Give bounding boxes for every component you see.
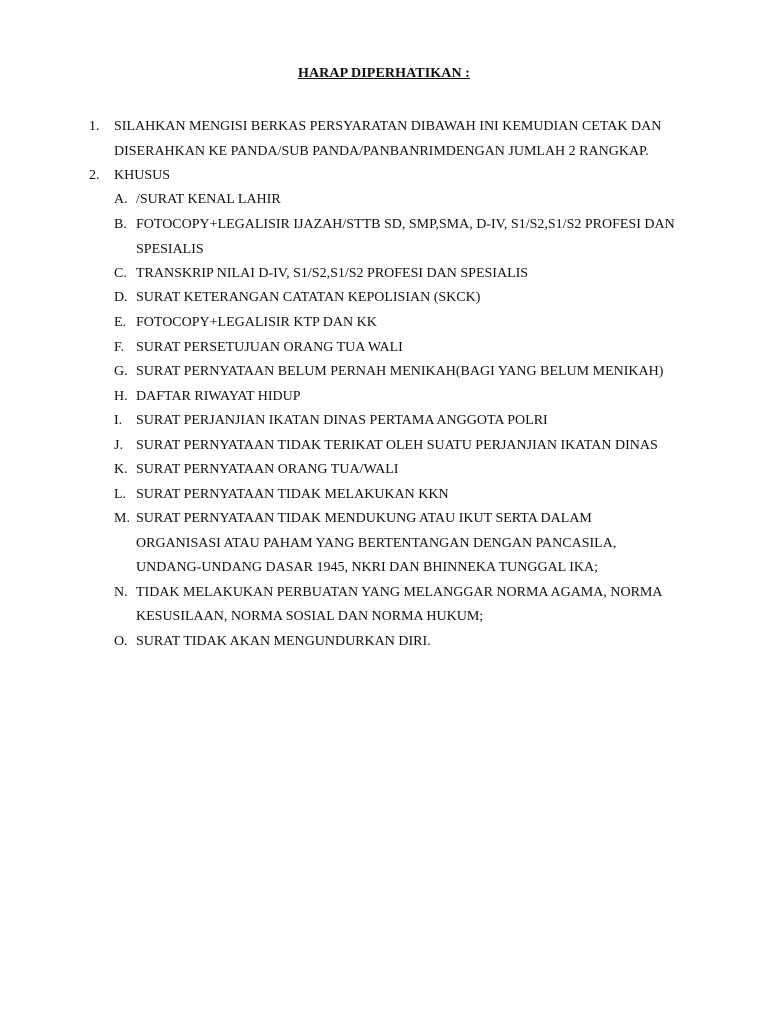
item-text-line: SURAT TIDAK AKAN MENGUNDURKAN DIRI.	[136, 634, 431, 649]
item-text-line: SURAT PERNYATAAN BELUM PERNAH MENIKAH(BAGI YANG BELUM MENIKAH)	[136, 364, 664, 379]
item-letter: M.	[114, 511, 130, 526]
item-letter: L.	[114, 487, 127, 502]
item-text-line: SURAT KETERANGAN CATATAN KEPOLISIAN (SKCK)	[136, 290, 481, 305]
item-text-line: FOTOCOPY+LEGALISIR IJAZAH/STTB SD, SMP,SMA, D-IV, S1/S2,S1/S2 PROFESI DAN	[136, 217, 675, 232]
item-text-line: /SURAT KENAL LAHIR	[136, 192, 281, 207]
item-text-line: SURAT PERNYATAAN TIDAK MENDUKUNG ATAU IKUT SERTA DALAM	[136, 511, 592, 526]
page-title: HARAP DIPERHATIKAN :	[297, 66, 471, 81]
item-text-line: FOTOCOPY+LEGALISIR KTP DAN KK	[136, 315, 377, 330]
item-text-line: KESUSILAAN, NORMA SOSIAL DAN NORMA HUKUM;	[136, 609, 484, 624]
item-letter: D.	[114, 290, 128, 305]
item-text-line: DAFTAR RIWAYAT HIDUP	[136, 389, 301, 404]
item-text-line: SURAT PERNYATAAN ORANG TUA/WALI	[136, 462, 399, 477]
item-letter: C.	[114, 266, 127, 281]
item-letter: J.	[114, 438, 123, 453]
point-text-line: DISERAHKAN KE PANDA/SUB PANDA/PANBANRIMDENGAN JUMLAH 2 RANGKAP.	[114, 144, 649, 159]
point-number: 1.	[89, 119, 100, 134]
item-text-line: UNDANG-UNDANG DASAR 1945, NKRI DAN BHINNEKA TUNGGAL IKA;	[136, 560, 598, 575]
item-letter: A.	[114, 192, 128, 207]
item-text-line: SURAT PERJANJIAN IKATAN DINAS PERTAMA ANGGOTA POLRI	[136, 413, 548, 428]
item-letter: B.	[114, 217, 127, 232]
item-letter: F.	[114, 340, 125, 355]
item-letter: I.	[114, 413, 123, 428]
item-text-line: SURAT PERNYATAAN TIDAK TERIKAT OLEH SUATU PERJANJIAN IKATAN DINAS	[136, 438, 658, 453]
item-letter: G.	[114, 364, 128, 379]
item-letter: O.	[114, 634, 128, 649]
item-letter: E.	[114, 315, 127, 330]
item-text-line: SURAT PERNYATAAN TIDAK MELAKUKAN KKN	[136, 487, 449, 502]
item-text-line: TRANSKRIP NILAI D-IV, S1/S2,S1/S2 PROFESI DAN SPESIALIS	[136, 266, 529, 281]
point-number: 2.	[89, 168, 100, 183]
item-letter: H.	[114, 389, 128, 404]
item-letter: N.	[114, 585, 128, 600]
item-text-line: ORGANISASI ATAU PAHAM YANG BERTENTANGAN DENGAN PANCASILA,	[136, 536, 617, 551]
point-text-line: KHUSUS	[114, 168, 171, 183]
point-text-line: SILAHKAN MENGISI BERKAS PERSYARATAN DIBAWAH INI KEMUDIAN CETAK DAN	[114, 119, 662, 134]
item-text-line: SPESIALIS	[136, 242, 204, 257]
item-text-line: TIDAK MELAKUKAN PERBUATAN YANG MELANGGAR NORMA AGAMA, NORMA	[136, 585, 663, 600]
item-text-line: SURAT PERSETUJUAN ORANG TUA WALI	[136, 340, 403, 355]
item-letter: K.	[114, 462, 128, 477]
